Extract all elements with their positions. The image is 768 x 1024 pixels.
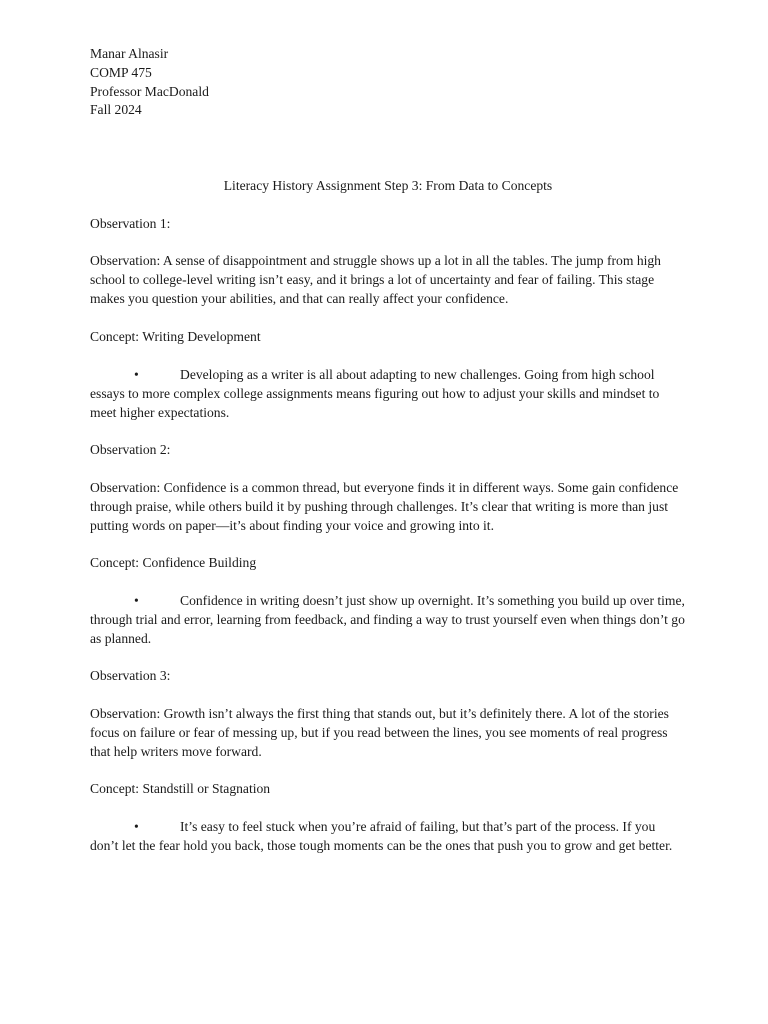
concept-heading: Concept: Confidence Building xyxy=(90,555,257,570)
author-name: Manar Alnasir xyxy=(90,46,169,61)
bullet-marker: • xyxy=(134,367,139,382)
course-code: COMP 475 xyxy=(90,64,152,80)
document-page xyxy=(90,45,686,853)
document-title: Literacy History Assignment Step 3: From Data to Concepts xyxy=(223,178,553,193)
bullet-text: Developing as a writer is all about adapting to new challenges. Going from high school essays to more complex college assignments means figuring out how to adjust your skills and mindset to meet higher expectations. xyxy=(90,367,660,420)
concept-bullet xyxy=(90,366,686,422)
concept-heading: Concept: Writing Development xyxy=(90,329,261,344)
observation-heading: Observation 2: xyxy=(90,442,171,457)
concept-heading: Concept: Standstill or Stagnation xyxy=(90,781,271,796)
bullet-text: It’s easy to feel stuck when you’re afraid of failing, but that’s part of the process. If you don’t let the fear hold you back, those tough moments can be the ones that push you to grow and get better. xyxy=(90,819,673,853)
observation-paragraph: Observation: A sense of disappointment and struggle shows up a lot in all the tables. The jump from high school to college-level writing isn’t easy, and it brings a lot of uncertainty and fear of failing. This stage makes you question your abilities, and that can really affect your confidence. xyxy=(90,253,661,306)
observation-paragraph: Observation: Confidence is a common thread, but everyone finds it in different ways. Some gain confidence through praise, while others build it by pushing through challenges. It’s clear that writing is more than just putting words on paper—it’s about finding your voice and growing into it. xyxy=(90,480,679,533)
bullet-marker: • xyxy=(134,819,139,834)
concept-bullet xyxy=(90,818,686,856)
concept-bullet xyxy=(90,592,686,648)
observation-heading: Observation 3: xyxy=(90,668,171,683)
observation-heading: Observation 1: xyxy=(90,216,171,231)
professor-name: Professor MacDonald xyxy=(90,83,209,99)
observation-paragraph: Observation: Growth isn’t always the first thing that stands out, but it’s definitely there. A lot of the stories focus on failure or fear of messing up, but if you read between the lines, you see moments of real progress that help writers move forward. xyxy=(90,706,669,759)
term: Fall 2024 xyxy=(90,102,142,118)
bullet-marker: • xyxy=(134,593,139,608)
bullet-text: Confidence in writing doesn’t just show up overnight. It’s something you build up over time, through trial and error, learning from feedback, and finding a way to trust yourself even when things don’t go as planned. xyxy=(90,593,685,646)
